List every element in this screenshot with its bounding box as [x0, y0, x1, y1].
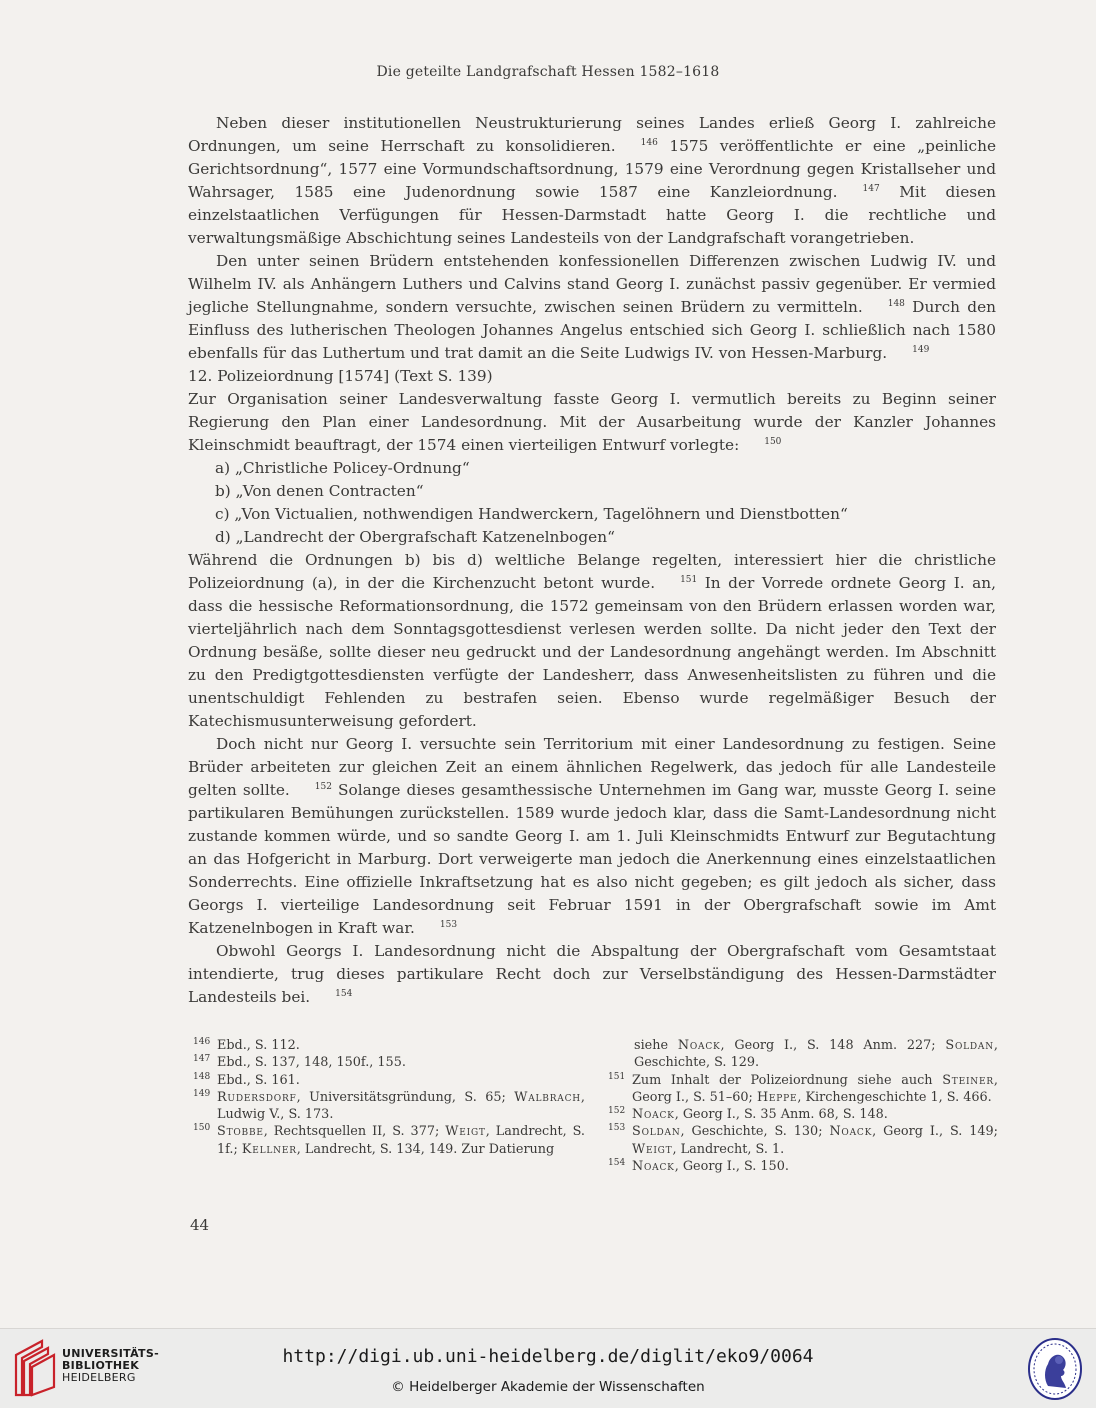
footnote-ref[interactable]: 148	[887, 298, 905, 309]
footnote-150: 150 Stobbe, Rechtsquellen II, S. 377; Weigt, Landrecht, S. 1f.; Kellner, Landrecht, S. 134, 149. Zur Datierung	[193, 1123, 585, 1157]
footnote-ref[interactable]: 151	[680, 574, 698, 585]
ordinance-list	[188, 457, 996, 549]
footnote-153: 153 Soldan, Geschichte, S. 130; Noack, Georg I., S. 149; Weigt, Landrecht, S. 1.	[608, 1123, 998, 1157]
running-title: Die geteilte Landgrafschaft Hessen 1582–1618	[376, 64, 720, 80]
footnote-ref[interactable]: 152	[314, 781, 332, 792]
paragraph: Doch nicht nur Georg I. versuchte sein Territorium mit einer Landesordnung zu festigen. Seine Brüder arbeiteten zur gleichen Zeit an einem ähnlichen Regelwerk, das jedoch für alle Landesteile gelten sollte. $^{152}$ Solange dieses gesamthessische Unternehmen im Gang war, musste Georg I. seine partikularen Bemühungen zurückstellen. 1589 wurde jedoch klar, dass die Samt-Landesordnung nicht zustande kommen würde, und so sandte Georg I. am 1. Juli Kleinschmidts Entwurf zur Begutachtung an das Hofgericht in Marburg. Dort verweigerte man jedoch die Anerkennung eines einzelstaatlichen Sonderrechts. Eine offizielle Inkraftsetzung hat es also nicht gegeben; es gilt jedoch als sicher, dass Georgs I. vierteilige Landesordnung seit Februar 1591 in der Obergrafschaft sowie im Amt Katzenelnbogen in Kraft war. $^{153}$	[188, 735, 996, 937]
copyright-notice: © Heidelberger Akademie der Wissenschaften	[391, 1379, 705, 1395]
paragraph: Obwohl Georgs I. Landesordnung nicht die Abspaltung der Obergrafschaft vom Gesamtstaat intendierte, trug dieses partikulare Recht doch zur Verselbständigung des Hessen-Darmstädter Landesteils bei. $^{154}$	[188, 942, 996, 1006]
list-item: c) „Von Victualien, nothwendigen Handwerckern, Tagelöhnern und Dienstbotten“	[215, 505, 848, 523]
paragraph: Während die Ordnungen b) bis d) weltliche Belange regelten, interessiert hier die christliche Polizeiordnung (a), in der die Kirchenzucht betont wurde. $^{151}$ In der Vorrede ordnete Georg I. an, dass die hessische Reformationsordnung, die 1572 gemeinsam von den Brüdern erlassen worden war, vierteljährlich nach dem Sonntagsgottesdienst verlesen werden sollte. Da nicht jeder den Text der Ordnung besäße, sollte dieser neu gedruckt und der Landesordnung angehängt werden. Im Abschnitt zu den Predigtgottesdiensten verfügte der Landesherr, dass Anwesenheitslisten zu führen und die unentschuldigt Fehlenden zu bestrafen seien. Ebenso wurde regelmäßiger Besuch der Katechismusunterweisung gefordert.	[188, 551, 996, 730]
footnote-146: 146 Ebd., S. 112.	[193, 1037, 300, 1053]
list-item: b) „Von denen Contracten“	[215, 482, 424, 500]
footnote-148: 148 Ebd., S. 161.	[193, 1071, 300, 1088]
footnote-ref[interactable]: 154	[335, 988, 353, 999]
paragraph: Neben dieser institutionellen Neustrukturierung seines Landes erließ Georg I. zahlreiche Ordnungen, um seine Herrschaft zu konsolidieren. $^{146}$ 1575 veröffentlichte er eine „peinliche Gerichtsordnung“, 1577 eine Vormundschaftsordnung, 1579 eine Verordnung gegen Kristallseher und Wahrsager, 1585 eine Judenordnung sowie 1587 eine Kanzleiordnung. $^{147}$ Mit diesen einzelstaatlichen Verfügungen für Hessen-Darmstadt hatte Georg I. die rechtliche und verwaltungsmäßige Abschichtung seines Landesteils von der Landgrafschaft vorangetrieben.	[188, 114, 997, 247]
footnote-149: 149 Rudersdorf, Universitätsgründung, S. 65; Walbrach, Ludwig V., S. 173.	[193, 1088, 585, 1123]
footnotes-right-column	[608, 1037, 998, 1175]
list-item: d) „Landrecht der Obergrafschaft Katzenelnbogen“	[215, 528, 615, 546]
footnote-151: 151 Zum Inhalt der Polizeiordnung siehe auch Steiner, Georg I., S. 51–60; Heppe, Kirchengeschichte 1, S. 466.	[608, 1071, 998, 1105]
footnote-152: 152 Noack, Georg I., S. 35 Anm. 68, S. 148.	[608, 1106, 888, 1123]
permalink-url[interactable]: http://digi.ub.uni-heidelberg.de/diglit/eko9/0064	[282, 1346, 814, 1367]
paragraph: Zur Organisation seiner Landesverwaltung fasste Georg I. vermutlich bereits zu Beginn seiner Regierung den Plan einer Landesordnung. Mit der Ausarbeitung wurde der Kanzler Johannes Kleinschmidt beauftragt, der 1574 einen vierteiligen Entwurf vorlegte: $^{150}$	[188, 390, 996, 454]
academy-seal-icon	[1026, 1336, 1084, 1402]
footnote-150-continued: siehe Noack, Georg I., S. 148 Anm. 227; Soldan, Geschichte, S. 129.	[634, 1038, 998, 1071]
footnote-ref[interactable]: 150	[764, 436, 782, 447]
paragraph: Den unter seinen Brüdern entstehenden konfessionellen Differenzen zwischen Ludwig IV. und Wilhelm IV. als Anhängern Luthers und Calvins stand Georg I. zunächst passiv gegenüber. Er vermied jegliche Stellungnahme, sondern versuchte, zwischen seinen Brüdern zu vermitteln. $^{148}$ Durch den Einfluss des lutherischen Theologen Johannes Angelus entschied sich Georg I. schließlich nach 1580 ebenfalls für das Luthertum und trat damit an die Seite Ludwigs IV. von Hessen-Marburg. $^{149}$	[188, 252, 996, 362]
footnote-ref[interactable]: 146	[640, 137, 658, 148]
page-number: 44	[190, 1216, 210, 1234]
footnote-154: 154 Noack, Georg I., S. 150.	[608, 1158, 789, 1175]
library-name: UNIVERSITÄTS- BIBLIOTHEK HEIDELBERG	[62, 1347, 159, 1384]
main-text	[188, 112, 996, 1009]
footnote-ref[interactable]: 147	[862, 183, 880, 194]
footnote-147: 147 Ebd., S. 137, 148, 150f., 155.	[193, 1054, 406, 1071]
footnotes-left-column	[193, 1037, 585, 1158]
digitization-footer	[0, 1328, 1096, 1408]
footnote-ref[interactable]: 153	[439, 919, 458, 930]
footnote-ref[interactable]: 149	[912, 344, 930, 355]
list-item: a) „Christliche Policey-Ordnung“	[215, 459, 470, 477]
section-heading: 12. Polizeiordnung [1574] (Text S. 139)	[188, 367, 493, 385]
